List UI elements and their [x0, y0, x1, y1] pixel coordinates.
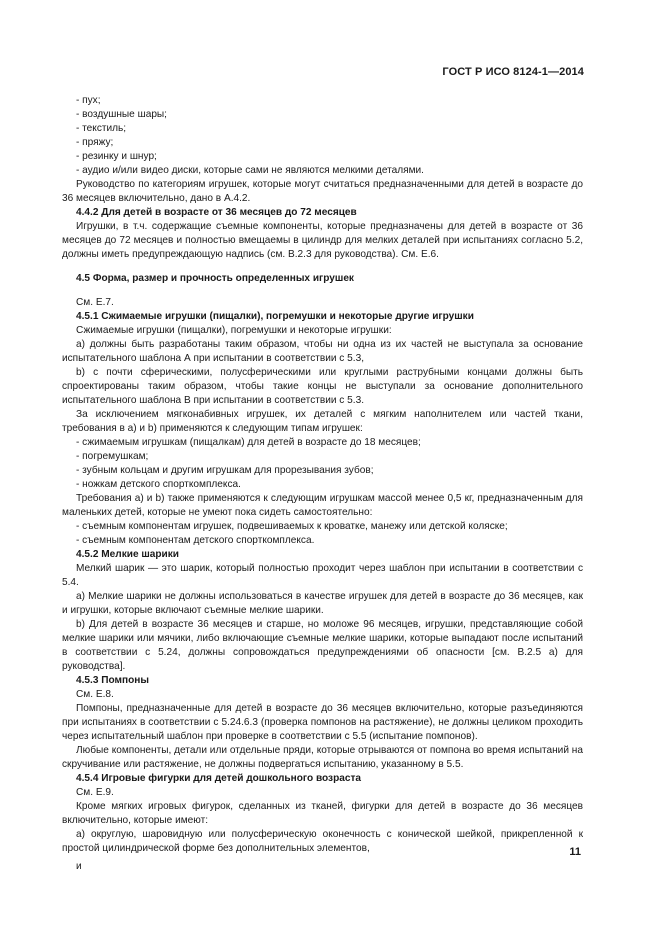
- paragraph: Требования а) и b) также применяются к следующим игрушкам массой менее 0,5 кг, предназначенным для маленьких детей, которые не умеют пока сидеть самостоятельно:: [62, 493, 583, 518]
- list-item: - погремушкам;: [76, 451, 149, 462]
- paragraph: См. Е.8.: [76, 689, 114, 700]
- paragraph: a) Мелкие шарики не должны использоваться в качестве игрушек для детей в возрасте до 36 месяцев, как и игрушки, которые включают съемные мелкие шарики.: [62, 591, 583, 616]
- section-heading: 4.4.2 Для детей в возрасте от 36 месяцев до 72 месяцев: [76, 207, 357, 218]
- list-item: - съемным компонентам детского спорткомплекса.: [76, 535, 315, 546]
- paragraph: Помпоны, предназначенные для детей в возрасте до 36 месяцев включительно, которые разъединяются при испытаниях в соответствии с 5.24.6.3 (проверка помпонов на растяжение), не должны целиком проходить через испытательный шаблон при проверке в соответствии с 5.5 (испытание помпонов).: [62, 703, 583, 742]
- section-heading: 4.5 Форма, размер и прочность определенных игрушек: [76, 273, 354, 284]
- paragraph: Игрушки, в т.ч. содержащие съемные компоненты, которые предназначены для детей в возрасте от 36 месяцев до 72 месяцев и полностью вмещаемы в цилиндр для мелких деталей при испытаниях согласно 5.2, должны иметь предупреждающую надпись (см. В.2.3 для руководства). См. Е.6.: [62, 221, 583, 260]
- list-item: - пух;: [76, 95, 101, 106]
- list-item: - воздушные шары;: [76, 109, 167, 120]
- paragraph: b) с почти сферическими, полусферическими или круглыми раструбными концами должны быть спроектированы таким образом, чтобы такие концы не выступали за основание дополнительного испытательного шаблона В при испытании в соответствии с 5.3.: [62, 367, 583, 406]
- section-heading: См. Е.7.: [76, 297, 114, 308]
- document-header: ГОСТ Р ИСО 8124-1—2014: [442, 66, 584, 78]
- paragraph: Мелкий шарик — это шарик, который полностью проходит через шаблон при испытании в соответствии с 5.4.: [62, 563, 583, 588]
- section-heading: 4.5.1 Сжимаемые игрушки (пищалки), погремушки и некоторые другие игрушки: [76, 311, 474, 322]
- list-item: - ножкам детского спорткомплекса.: [76, 479, 241, 490]
- paragraph: За исключением мягконабивных игрушек, их деталей с мягким наполнителем или частей ткани, требования в а) и b) применяются к следующим типам игрушек:: [62, 409, 583, 434]
- paragraph: a) должны быть разработаны таким образом, чтобы ни одна из их частей не выступала за основание испытательного шаблона А при испытании в соответствии с 5.3,: [62, 339, 583, 364]
- list-item: - зубным кольцам и другим игрушкам для прорезывания зубов;: [76, 465, 374, 476]
- section-heading: 4.5.3 Помпоны: [76, 675, 149, 686]
- paragraph: a) округлую, шаровидную или полусферическую оконечность с конической шейкой, прикрепленной к простой цилиндрической форме без дополнительных элементов,: [62, 829, 583, 854]
- list-item: - пряжу;: [76, 137, 114, 148]
- paragraph: b) Для детей в возрасте 36 месяцев и старше, но моложе 96 месяцев, игрушки, представляющие собой мелкие шарики или мячики, либо включающие съемные мелкие шарики, которые выпадают после испытаний в соответствии с 5.24, должны сопровождаться предупреждениями об опасности [см. В.2.5 а) для руководства].: [62, 619, 583, 672]
- list-item: - сжимаемым игрушкам (пищалкам) для детей в возрасте до 18 месяцев;: [76, 437, 421, 448]
- paragraph: См. Е.9.: [76, 787, 114, 798]
- list-item: - текстиль;: [76, 123, 127, 134]
- section-heading: 4.5.2 Мелкие шарики: [76, 549, 180, 560]
- document-body: [62, 94, 583, 874]
- section-heading: и: [76, 861, 82, 872]
- list-item: - съемным компонентам игрушек, подвешиваемых к кроватке, манежу или детской коляске;: [76, 521, 508, 532]
- paragraph: Кроме мягких игровых фигурок, сделанных из тканей, фигурки для детей в возрасте до 36 месяцев включительно, которые имеют:: [62, 801, 583, 826]
- paragraph: Сжимаемые игрушки (пищалки), погремушки и некоторые игрушки:: [76, 325, 392, 336]
- list-item: - аудио и/или видео диски, которые сами не являются мелкими деталями.: [76, 165, 424, 176]
- paragraph: Руководство по категориям игрушек, которые могут считаться предназначенными для детей в возрасте до 36 месяцев включительно, дано в А.4.2.: [62, 179, 583, 204]
- page-number: 11: [569, 846, 581, 858]
- section-heading: 4.5.4 Игровые фигурки для детей дошкольного возраста: [76, 773, 362, 784]
- paragraph: Любые компоненты, детали или отдельные пряди, которые отрываются от помпона во время испытаний на скручивание или растяжение, не должны подвергаться испытанию, указанному в 5.5.: [62, 745, 583, 770]
- list-item: - резинку и шнур;: [76, 151, 157, 162]
